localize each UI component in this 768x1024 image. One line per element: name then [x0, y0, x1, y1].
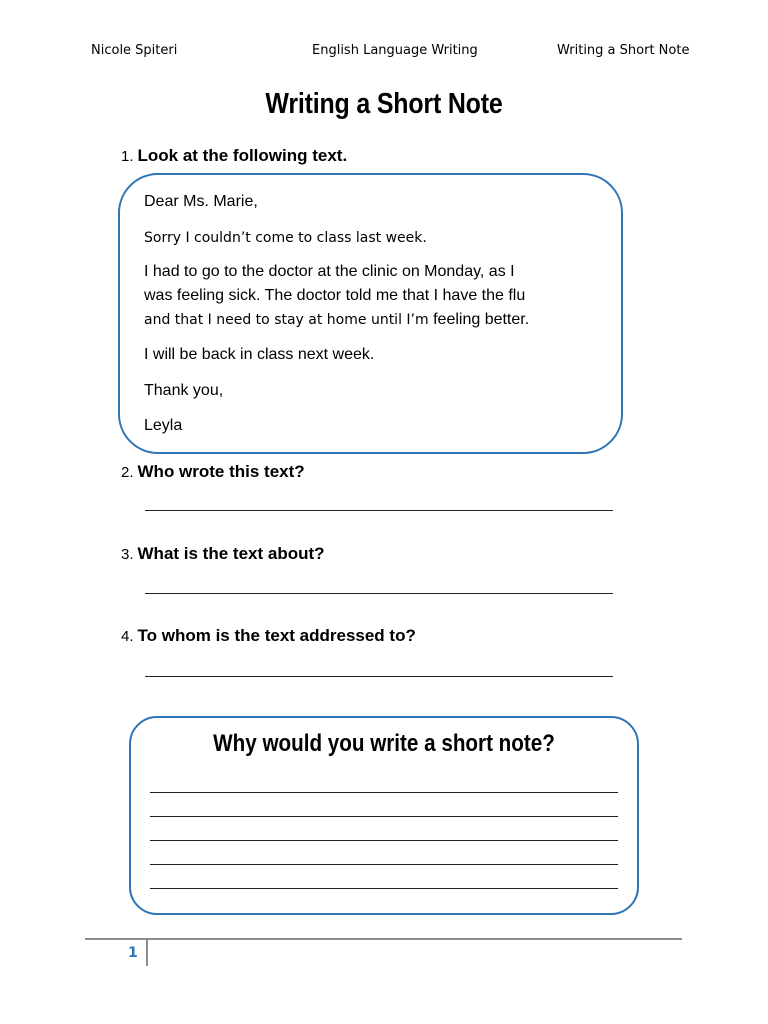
why-answer-line-5[interactable] — [150, 888, 618, 889]
header-author: Nicole Spiteri — [91, 43, 178, 58]
page-title: Writing a Short Note — [265, 88, 503, 120]
why-answer-line-2[interactable] — [150, 816, 618, 817]
note-greeting: Dear Ms. Marie, — [144, 193, 258, 210]
question-1 — [121, 146, 347, 166]
note-thanks: Thank you, — [144, 382, 224, 399]
note-back: I will be back in class next week. — [144, 346, 375, 363]
question-number: 3. — [121, 546, 134, 563]
note-body-line-1: I had to go to the doctor at the clinic on Monday, as I — [144, 263, 515, 280]
note-body-line-3b: feeling better. — [433, 311, 530, 328]
question-number: 2. — [121, 464, 134, 481]
page-number: 1 — [128, 945, 138, 961]
question-text: To whom is the text addressed to? — [137, 626, 416, 645]
why-answer-line-4[interactable] — [150, 864, 618, 865]
why-title: Why would you write a short note? — [213, 730, 555, 757]
why-answer-line-3[interactable] — [150, 840, 618, 841]
note-signature: Leyla — [144, 417, 183, 434]
why-answer-line-1[interactable] — [150, 792, 618, 793]
answer-line-2[interactable] — [145, 510, 613, 511]
page-number-divider — [146, 940, 148, 966]
footer-rule — [85, 938, 682, 940]
note-body-line-2: was feeling sick. The doctor told me that I have the flu — [144, 287, 526, 304]
question-text: Look at the following text. — [137, 146, 348, 165]
answer-line-4[interactable] — [145, 676, 613, 677]
question-4 — [121, 626, 416, 646]
question-3 — [121, 544, 325, 564]
question-number: 1. — [121, 148, 134, 165]
question-number: 4. — [121, 628, 134, 645]
note-apology: Sorry I couldn’t come to class last week. — [144, 230, 427, 246]
header-course: English Language Writing — [312, 43, 478, 58]
note-body-line-3 — [144, 308, 529, 332]
question-text: Who wrote this text? — [137, 462, 305, 481]
question-2 — [121, 462, 305, 482]
answer-line-3[interactable] — [145, 593, 613, 594]
header-topic: Writing a Short Note — [557, 43, 690, 58]
question-text: What is the text about? — [137, 544, 325, 563]
note-body-line-3a: and that I need to stay at home until I’m — [144, 312, 429, 328]
